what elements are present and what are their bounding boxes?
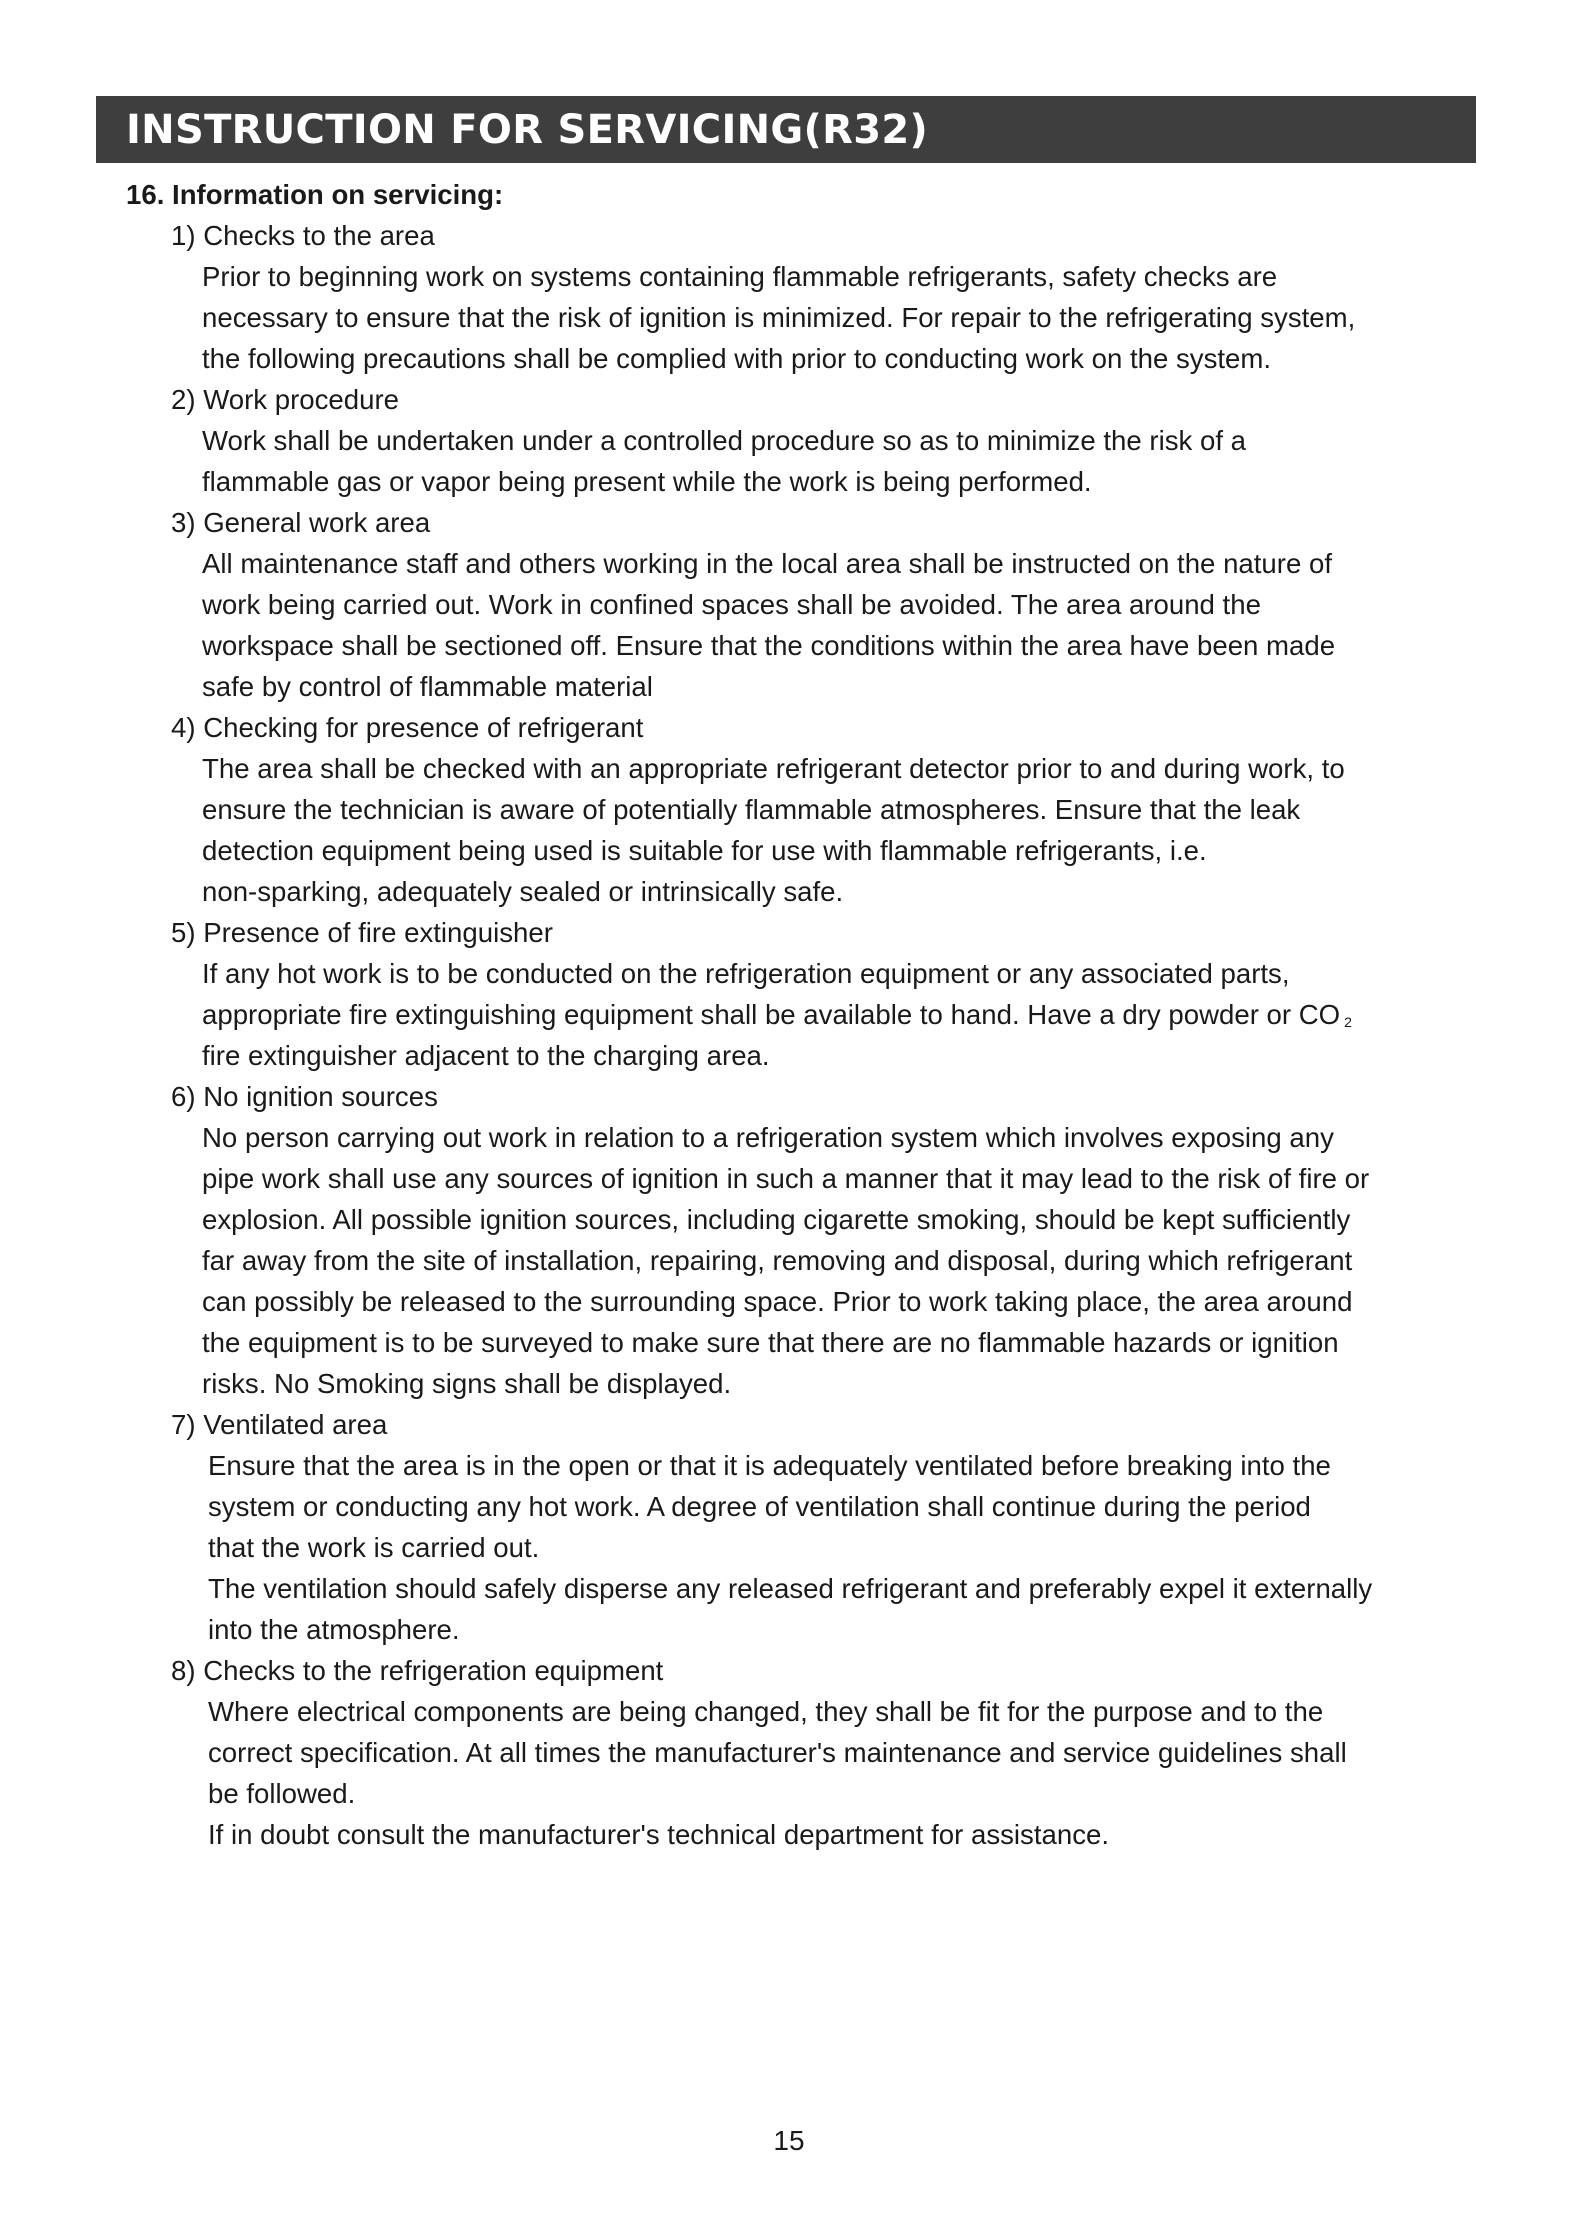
body-line: work being carried out. Work in confined spaces shall be avoided. The area around the [202, 589, 1261, 620]
body-line: necessary to ensure that the risk of ignition is minimized. For repair to the refrigerating system, [202, 302, 1356, 333]
item-work-procedure [126, 379, 1526, 502]
co2-subscript: 2 [1344, 1014, 1352, 1030]
item-checks-to-area [126, 215, 1526, 379]
body-line: The area shall be checked with an appropriate refrigerant detector prior to and during work, to [202, 753, 1345, 784]
item-body [126, 1691, 1526, 1855]
item-heading: 1) Checks to the area [171, 220, 435, 251]
item-heading: 4) Checking for presence of refrigerant [171, 712, 644, 743]
item-body [126, 420, 1526, 502]
body-line: Prior to beginning work on systems containing flammable refrigerants, safety checks are [202, 261, 1278, 292]
body-line: pipe work shall use any sources of ignition in such a manner that it may lead to the risk of fire or [202, 1163, 1370, 1194]
item-general-work-area [126, 502, 1526, 707]
item-no-ignition-sources [126, 1076, 1526, 1404]
body-line: explosion. All possible ignition sources, including cigarette smoking, should be kept sufficiently [202, 1204, 1351, 1235]
item-body [126, 256, 1526, 379]
body-line: All maintenance staff and others working in the local area shall be instructed on the nature of [202, 548, 1332, 579]
body-line: fire extinguisher adjacent to the charging area. [202, 1040, 770, 1071]
body-line: detection equipment being used is suitable for use with flammable refrigerants, i.e. [202, 835, 1207, 866]
body-line: non-sparking, adequately sealed or intrinsically safe. [202, 876, 844, 907]
body-line: flammable gas or vapor being present while the work is being performed. [202, 466, 1092, 497]
body-line: workspace shall be sectioned off. Ensure that the conditions within the area have been made [202, 630, 1336, 661]
item-heading: 7) Ventilated area [171, 1409, 388, 1440]
body-line: risks. No Smoking signs shall be displayed. [202, 1368, 732, 1399]
item-heading: 6) No ignition sources [171, 1081, 438, 1112]
body-line: Work shall be undertaken under a controlled procedure so as to minimize the risk of a [202, 425, 1246, 456]
item-fire-extinguisher [126, 912, 1526, 1076]
item-body [126, 543, 1526, 707]
body-line-text: appropriate fire extinguishing equipment shall be available to hand. Have a dry powder or CO [202, 999, 1341, 1030]
body-line: can possibly be released to the surrounding space. Prior to work taking place, the area around [202, 1286, 1353, 1317]
item-refrigeration-equipment-checks [126, 1650, 1526, 1855]
item-heading: 2) Work procedure [171, 384, 399, 415]
item-body [126, 1117, 1526, 1404]
item-body [126, 953, 1526, 1076]
body-line: system or conducting any hot work. A degree of ventilation shall continue during the period [208, 1491, 1311, 1522]
item-heading: 8) Checks to the refrigeration equipment [171, 1655, 664, 1686]
item-body [126, 1445, 1526, 1650]
body-line: No person carrying out work in relation to a refrigeration system which involves exposing any [202, 1122, 1334, 1153]
body-line: Ensure that the area is in the open or that it is adequately ventilated before breaking into the [208, 1450, 1331, 1481]
item-body [126, 748, 1526, 912]
body-line: If in doubt consult the manufacturer's technical department for assistance. [208, 1819, 1110, 1850]
body-line [202, 994, 1526, 1035]
section-heading: 16. Information on servicing: [126, 179, 504, 210]
body-line: be followed. [208, 1778, 356, 1809]
body-line: safe by control of flammable material [202, 671, 653, 702]
section-title-bar [96, 96, 1476, 163]
item-presence-of-refrigerant [126, 707, 1526, 912]
body-line: ensure the technician is aware of potentially flammable atmospheres. Ensure that the leak [202, 794, 1301, 825]
item-heading: 3) General work area [171, 507, 431, 538]
body-line: Where electrical components are being changed, they shall be fit for the purpose and to the [208, 1696, 1324, 1727]
body-line: the equipment is to be surveyed to make sure that there are no flammable hazards or ignition [202, 1327, 1339, 1358]
item-heading: 5) Presence of fire extinguisher [171, 917, 553, 948]
body-line: into the atmosphere. [208, 1614, 460, 1645]
body-line: the following precautions shall be complied with prior to conducting work on the system. [202, 343, 1272, 374]
servicing-information [126, 174, 1526, 1855]
page-number: 15 [773, 2125, 805, 2156]
page-title: INSTRUCTION FOR SERVICING(R32) [126, 106, 929, 153]
body-line: correct specification. At all times the manufacturer's maintenance and service guidelines shall [208, 1737, 1347, 1768]
body-line: If any hot work is to be conducted on the refrigeration equipment or any associated parts, [202, 958, 1290, 989]
item-ventilated-area [126, 1404, 1526, 1650]
body-line: that the work is carried out. [208, 1532, 540, 1563]
body-line: The ventilation should safely disperse any released refrigerant and preferably expel it externally [208, 1573, 1373, 1604]
body-line: far away from the site of installation, repairing, removing and disposal, during which refrigerant [202, 1245, 1353, 1276]
